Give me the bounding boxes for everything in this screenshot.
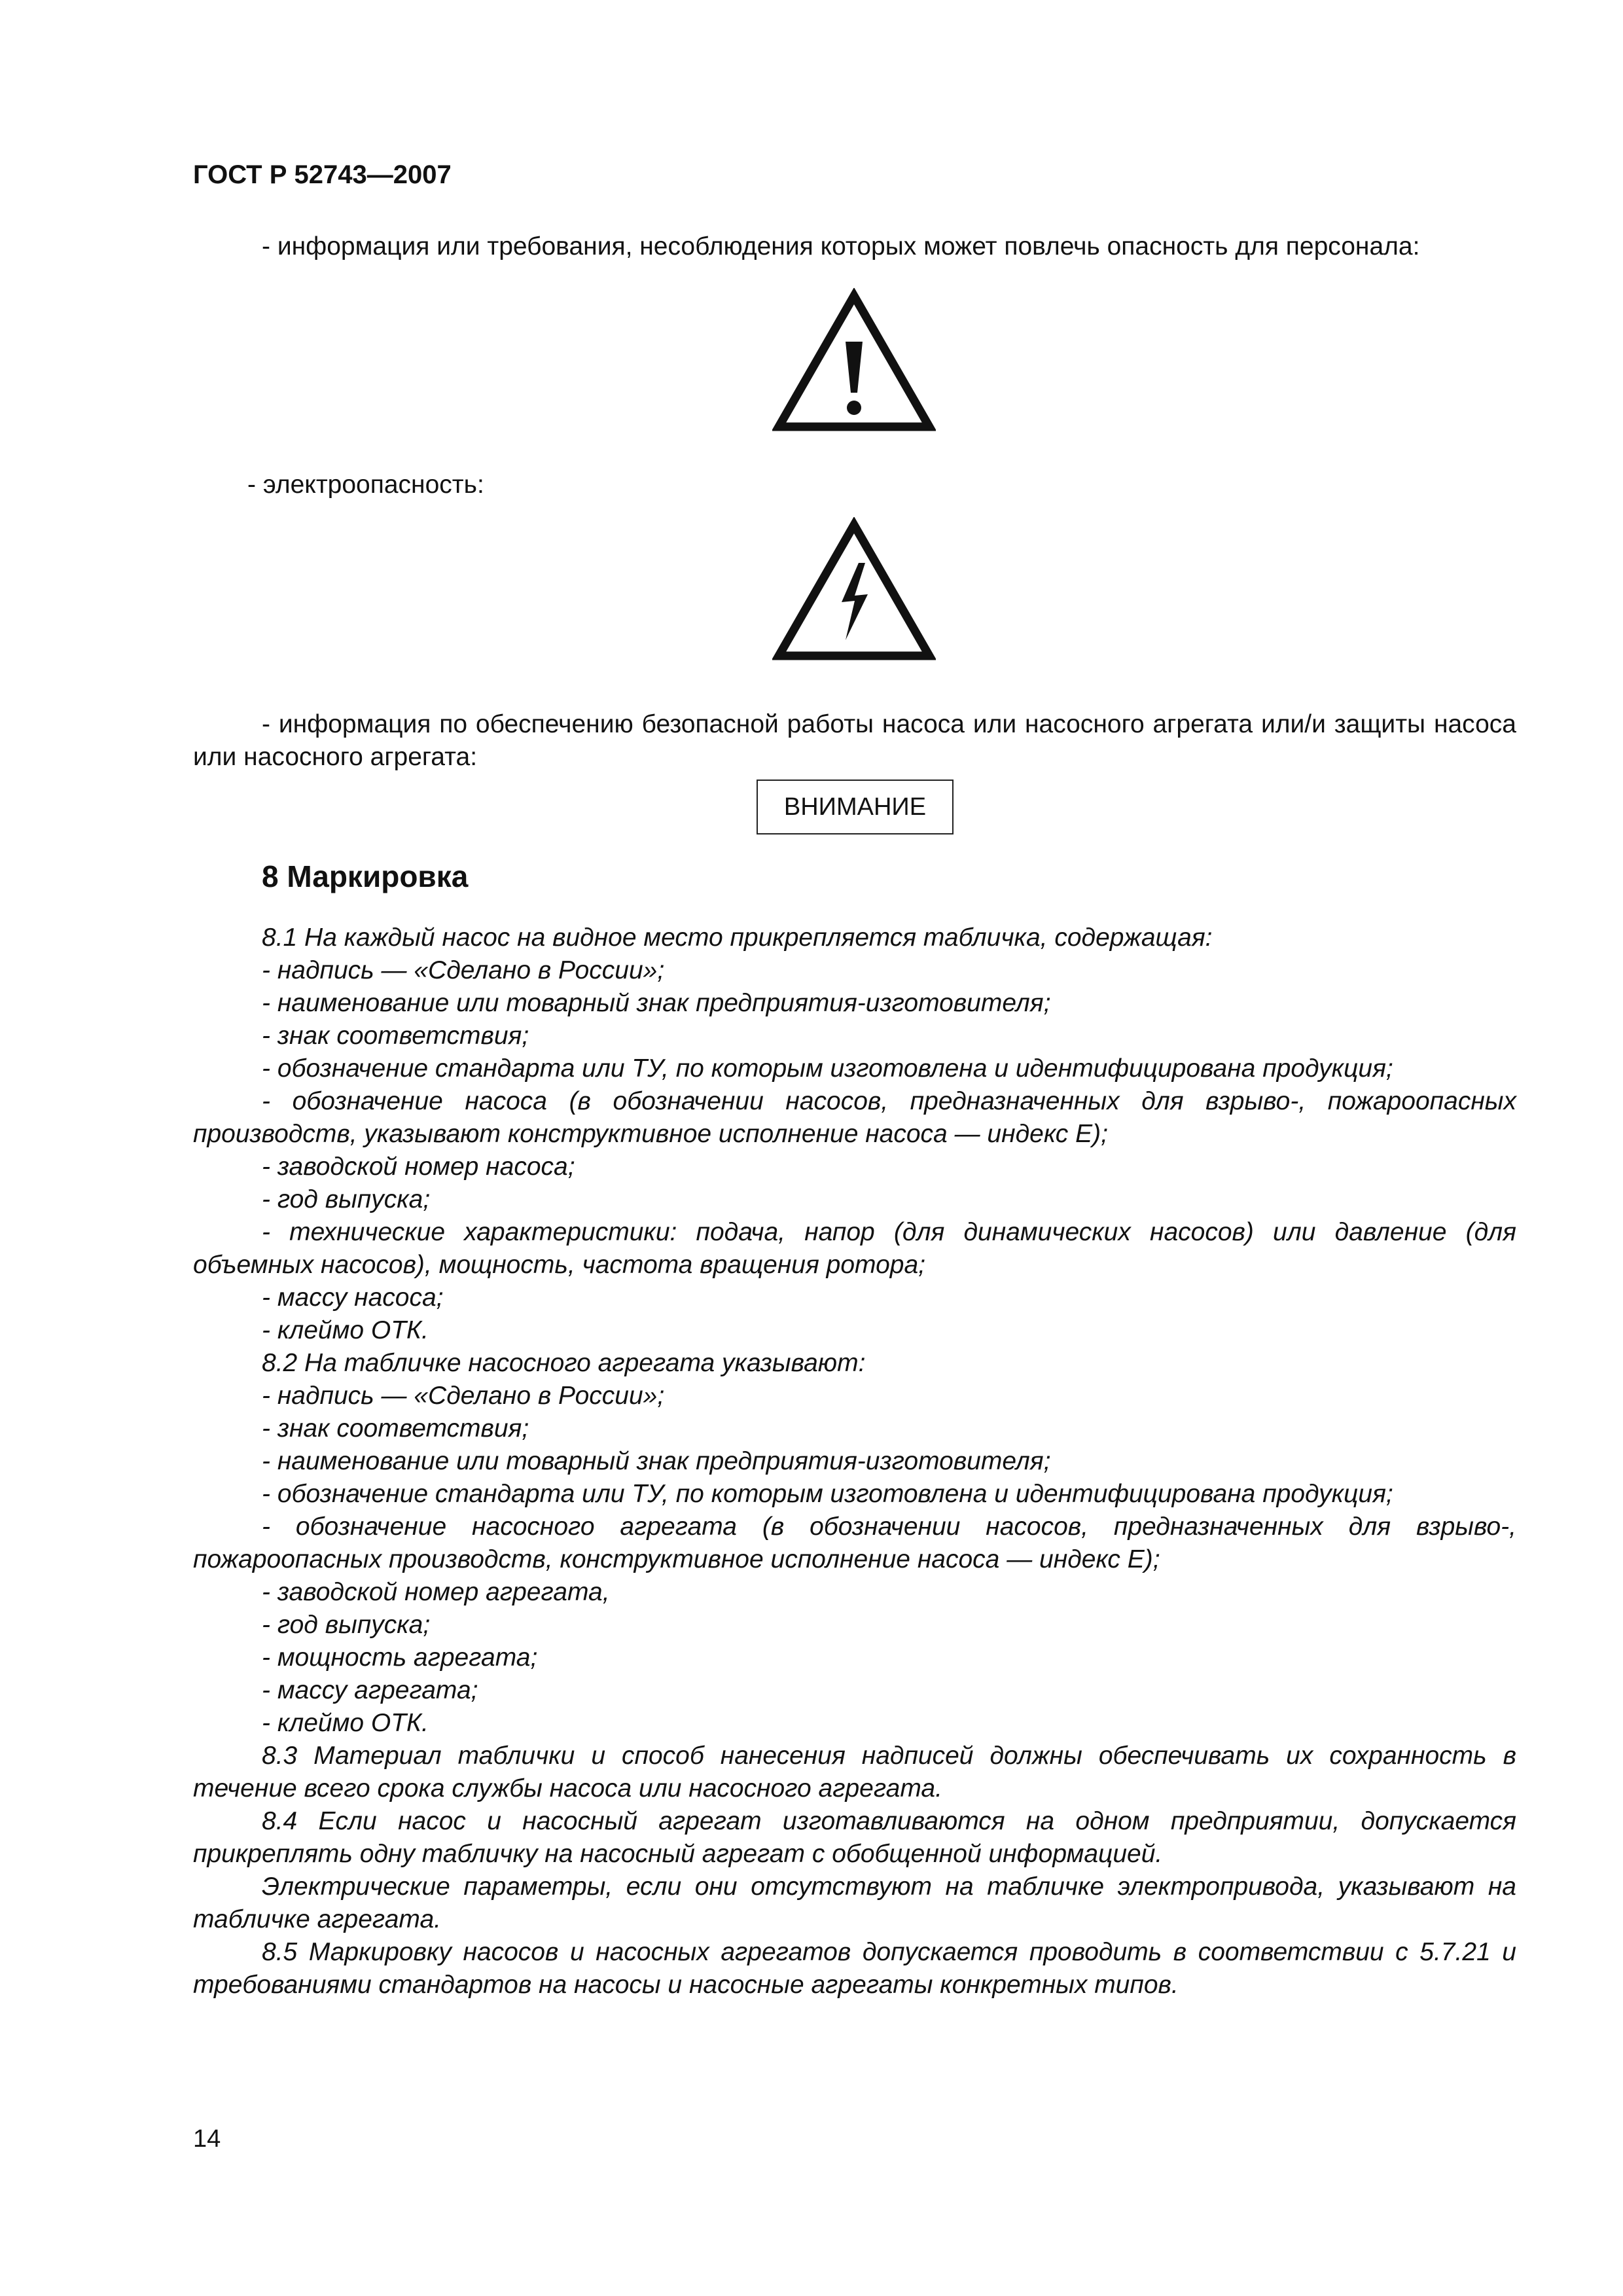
paragraph: - клеймо ОТК.	[262, 1316, 429, 1344]
paragraph: - год выпуска;	[262, 1185, 431, 1213]
paragraph: - клеймо ОТК.	[262, 1709, 429, 1737]
paragraph: - массу агрегата;	[262, 1676, 478, 1704]
electric-hazard-icon	[772, 517, 936, 662]
paragraph: - технические характеристики: подача, напор (для динамических насосов) или давление (для объемных насосов), мощность, частота вращения ротора;	[193, 1218, 1516, 1279]
paragraph: - надпись — «Сделано в России»;	[262, 1382, 665, 1410]
document-code: ГОСТ Р 52743—2007	[193, 160, 452, 189]
attention-label: ВНИМАНИЕ	[783, 793, 927, 821]
paragraph: - заводской номер насоса;	[262, 1153, 575, 1181]
paragraph: 8.1 На каждый насос на видное место прикрепляется табличка, содержащая:	[262, 924, 1213, 952]
electric-hazard-text: - электроопасность:	[247, 471, 484, 499]
section-body	[193, 922, 1516, 2001]
paragraph: Электрические параметры, если они отсутствуют на табличке электропривода, указывают на табличке агрегата.	[193, 1873, 1516, 1933]
paragraph: - год выпуска;	[262, 1611, 431, 1639]
paragraph: - обозначение стандарта или ТУ, по которым изготовлена и идентифицирована продукция;	[262, 1480, 1393, 1508]
paragraph: 8.5 Маркировку насосов и насосных агрегатов допускается проводить в соответствии с 5.7.21 и требованиями стандартов на насосы и насосные агрегаты конкретных типов.	[193, 1938, 1516, 1999]
paragraph: - массу насоса;	[262, 1283, 444, 1312]
paragraph: - знак соответствия;	[262, 1414, 529, 1443]
paragraph: 8.3 Материал таблички и способ нанесения надписей должны обеспечивать их сохранность в течение всего срока службы насоса или насосного агрегата.	[193, 1742, 1516, 1803]
page-number: 14	[193, 2125, 221, 2153]
paragraph: - заводской номер агрегата,	[262, 1578, 610, 1606]
paragraph: - знак соответствия;	[262, 1022, 529, 1050]
paragraph: - надпись — «Сделано в России»;	[262, 956, 665, 984]
danger-info-text: - информация или требования, несоблюдения которых может повлечь опасность для персонала:	[262, 232, 1420, 260]
paragraph: - обозначение насоса (в обозначении насосов, предназначенных для взрыво-, пожароопасных производств, указывают конструктивное исполнение насоса — индекс Е);	[193, 1087, 1516, 1148]
paragraph: - мощность агрегата;	[262, 1643, 538, 1672]
section-heading: 8 Маркировка	[262, 859, 469, 893]
attention-label-box	[757, 780, 954, 834]
paragraph: - обозначение насосного агрегата (в обозначении насосов, предназначенных для взрыво-, пожароопасных производств, конструктивное исполнение насоса — индекс Е);	[193, 1513, 1516, 1573]
paragraph: - обозначение стандарта или ТУ, по которым изготовлена и идентифицирована продукция;	[262, 1054, 1393, 1083]
paragraph: 8.4 Если насос и насосный агрегат изготавливаются на одном предприятии, допускается прикреплять одну табличку на насосный агрегат с обобщенной информацией.	[193, 1807, 1516, 1868]
paragraph: 8.2 На табличке насосного агрегата указывают:	[262, 1349, 866, 1377]
warning-triangle-icon	[772, 288, 936, 433]
safety-info-text: - информация по обеспечению безопасной работы насоса или насосного агрегата или/и защиты насоса или насосного агрегата:	[193, 710, 1516, 771]
paragraph: - наименование или товарный знак предприятия-изготовителя;	[262, 989, 1051, 1017]
paragraph: - наименование или товарный знак предприятия-изготовителя;	[262, 1447, 1051, 1475]
